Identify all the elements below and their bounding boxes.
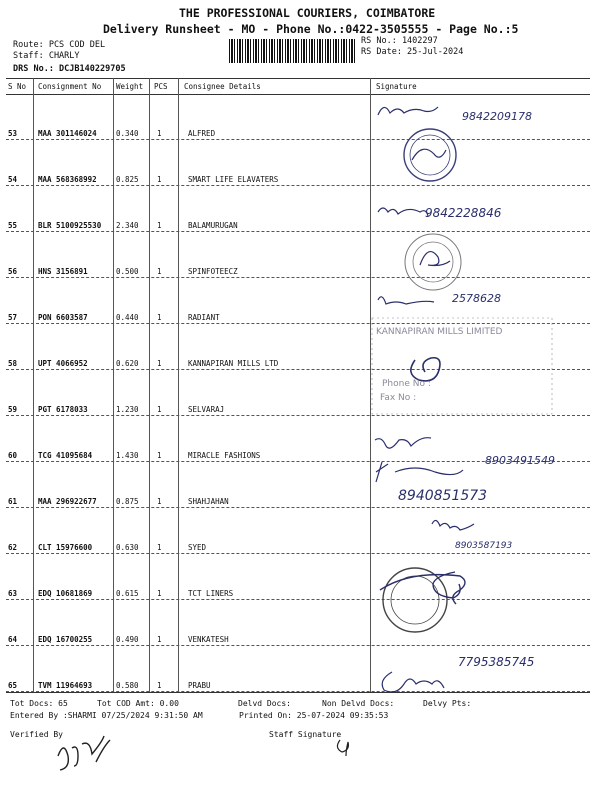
row-pcs: 1 [157, 589, 162, 598]
row-separator [6, 645, 590, 646]
handwritten-phone-53: 9842209178 [462, 110, 532, 123]
row-sno: 60 [8, 451, 18, 460]
route-label: Route: PCS COD DEL [13, 40, 106, 50]
row-consignee: MIRACLE FASHIONS [188, 451, 261, 460]
row-weight: 0.615 [116, 589, 139, 598]
row-separator [6, 185, 590, 186]
row-sno: 59 [8, 405, 18, 414]
barcode [229, 39, 355, 63]
row-sno: 62 [8, 543, 18, 552]
row-weight: 0.490 [116, 635, 139, 644]
rs-number: RS No.: 1402297 [361, 36, 438, 46]
row-consignment-no: MAA 301146024 [38, 129, 97, 138]
col-sno: S No [8, 82, 27, 91]
row-consignee: SYED [188, 543, 207, 552]
row-pcs: 1 [157, 221, 162, 230]
row-sno: 55 [8, 221, 18, 230]
col-weight: Weight [116, 82, 144, 91]
row-weight: 0.630 [116, 543, 139, 552]
tot-docs: Tot Docs: 65 [10, 699, 68, 708]
row-consignment-no: PON 6603587 [38, 313, 88, 322]
row-consignee: SHAHJAHAN [188, 497, 229, 506]
rs-date: RS Date: 25-Jul-2024 [361, 47, 464, 57]
row-pcs: 1 [157, 451, 162, 460]
col-pcs: PCS [154, 82, 168, 91]
handwritten-phone-55: 9842228846 [425, 206, 502, 220]
row-weight: 0.440 [116, 313, 139, 322]
row-separator [6, 369, 590, 370]
row-consignee: VENKATESH [188, 635, 229, 644]
row-weight: 0.580 [116, 681, 139, 690]
row-weight: 0.825 [116, 175, 139, 184]
row-sno: 57 [8, 313, 18, 322]
row-weight: 0.340 [116, 129, 139, 138]
handwritten-phone-57: 2578628 [452, 292, 501, 305]
row-consignee: SMART LIFE ELAVATERS [188, 175, 279, 184]
tot-cod-amt: Tot COD Amt: 0.00 [97, 699, 179, 708]
row-consignment-no: TVM 11964693 [38, 681, 93, 690]
handwritten-phone-61: 8940851573 [398, 488, 488, 504]
delvy-pts: Delvy Pts: [423, 699, 472, 708]
row-sno: 64 [8, 635, 18, 644]
row-consignee: RADIANT [188, 313, 220, 322]
row-pcs: 1 [157, 497, 162, 506]
staff-signature [337, 740, 348, 756]
row-pcs: 1 [157, 129, 162, 138]
stamp-phone-text: Phone No : [382, 379, 431, 389]
verified-signature [58, 736, 110, 770]
handwritten-phone-62: 8903587193 [455, 541, 513, 551]
table-header-line [6, 94, 590, 95]
row-pcs: 1 [157, 635, 162, 644]
row-consignment-no: TCG 41095684 [38, 451, 93, 460]
row-separator [6, 323, 590, 324]
row-consignee: SPINFOTEECZ [188, 267, 238, 276]
staff-label: Staff: CHARLY [13, 51, 80, 61]
row-separator [6, 277, 590, 278]
row-separator [6, 507, 590, 508]
stamp-company-text: KANNAPIRAN MILLS LIMITED [376, 327, 503, 337]
row-sno: 53 [8, 129, 18, 138]
row-separator [6, 415, 590, 416]
row-separator [6, 599, 590, 600]
row-consignee: TCT LINERS [188, 589, 234, 598]
row-consignment-no: EDQ 10681869 [38, 589, 93, 598]
row-separator [6, 553, 590, 554]
row-separator [6, 461, 590, 462]
row-sno: 65 [8, 681, 18, 690]
row-weight: 1.230 [116, 405, 139, 414]
entered-by: Entered By :SHARMI 07/25/2024 9:31:50 AM [10, 711, 203, 720]
non-delvd-docs: Non Delvd Docs: [322, 699, 395, 708]
row-consignment-no: CLT 15976600 [38, 543, 93, 552]
row-pcs: 1 [157, 681, 162, 690]
row-consignee: ALFRED [188, 129, 216, 138]
col-signature: Signature [376, 82, 417, 91]
printed-on: Printed On: 25-07-2024 09:35:53 [239, 711, 389, 720]
handwritten-phone-60: 8903491549 [485, 454, 555, 467]
row-weight: 0.620 [116, 359, 139, 368]
col-consignment: Consignment No [38, 82, 102, 91]
row-sno: 63 [8, 589, 18, 598]
runsheet-title: Delivery Runsheet - MO - Phone No.:0422-3505555 - Page No.:5 [103, 22, 519, 36]
drs-number: DRS No.: DCJB140229705 [13, 64, 126, 74]
table-top-line [6, 78, 590, 79]
staff-signature-label: Staff Signature [269, 730, 342, 739]
row-pcs: 1 [157, 543, 162, 552]
row-separator [6, 139, 590, 140]
row-consignee: BALAMURUGAN [188, 221, 238, 230]
col-consignee: Consignee Details [184, 82, 261, 91]
row-weight: 1.430 [116, 451, 139, 460]
row-pcs: 1 [157, 405, 162, 414]
row-sno: 58 [8, 359, 18, 368]
row-sno: 54 [8, 175, 18, 184]
row-weight: 2.340 [116, 221, 139, 230]
delvd-docs: Delvd Docs: [238, 699, 291, 708]
row-consignment-no: PGT 6178033 [38, 405, 88, 414]
company-title: THE PROFESSIONAL COURIERS, COIMBATORE [179, 6, 436, 20]
row-consignment-no: UPT 4066952 [38, 359, 88, 368]
table-bottom-line [6, 692, 590, 693]
row-sno: 61 [8, 497, 18, 506]
row-consignee: PRABU [188, 681, 211, 690]
row-consignment-no: HNS 3156891 [38, 267, 88, 276]
row-weight: 0.500 [116, 267, 139, 276]
row-consignment-no: BLR 5100925530 [38, 221, 102, 230]
table-header [6, 80, 590, 93]
row-consignment-no: EDQ 16700255 [38, 635, 93, 644]
row-weight: 0.875 [116, 497, 139, 506]
stamp-fax-text: Fax No : [380, 393, 417, 403]
handwritten-phone-65: 7795385745 [458, 655, 535, 669]
row-consignment-no: MAA 296922677 [38, 497, 97, 506]
verified-by: Verified By [10, 730, 63, 739]
row-pcs: 1 [157, 267, 162, 276]
row-separator [6, 231, 590, 232]
row-pcs: 1 [157, 175, 162, 184]
row-consignee: SELVARAJ [188, 405, 225, 414]
row-pcs: 1 [157, 313, 162, 322]
row-pcs: 1 [157, 359, 162, 368]
row-consignee: KANNAPIRAN MILLS LTD [188, 359, 279, 368]
row-consignment-no: MAA 568368992 [38, 175, 97, 184]
row-sno: 56 [8, 267, 18, 276]
